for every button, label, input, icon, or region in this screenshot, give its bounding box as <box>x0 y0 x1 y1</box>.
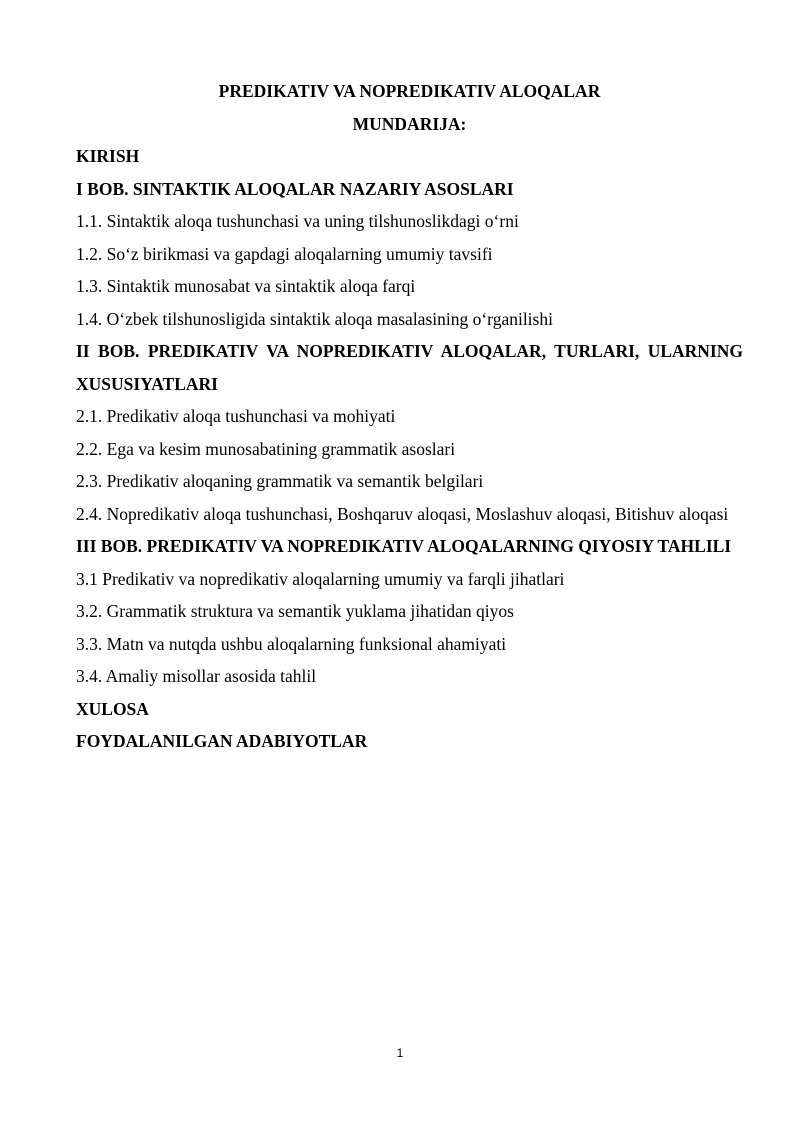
toc-entry-section-1-1: 1.1. Sintaktik aloqa tushunchasi va uning tilshunoslikdagi o‘rni <box>76 211 519 231</box>
toc-entry-section-2-3: 2.3. Predikativ aloqaning grammatik va semantik belgilari <box>76 471 484 491</box>
toc-entry-chapter-1: I BOB. SINTAKTIK ALOQALAR NAZARIY ASOSLARI <box>76 178 514 199</box>
toc-entry-section-3-4: 3.4. Amaliy misollar asosida tahlil <box>76 666 317 686</box>
toc-entry-section-1-3: 1.3. Sintaktik munosabat va sintaktik aloqa farqi <box>76 276 416 296</box>
toc-entry-references: FOYDALANILGAN ADABIYOTLAR <box>76 731 368 751</box>
toc-entry-section-3-2: 3.2. Grammatik struktura va semantik yuklama jihatidan qiyos <box>76 601 514 621</box>
toc-entry-chapter-3: III BOB. PREDIKATIV VA NOPREDIKATIV ALOQALARNING QIYOSIY TAHLILI <box>76 536 732 556</box>
toc-entry-introduction: KIRISH <box>76 146 140 166</box>
toc-entry-section-1-4: 1.4. O‘zbek tilshunosligida sintaktik aloqa masalasining o‘rganilishi <box>76 308 553 329</box>
page-number: 1 <box>396 1046 404 1060</box>
document-title: PREDIKATIV VA NOPREDIKATIV ALOQALAR <box>218 81 601 101</box>
toc-entry-section-1-2: 1.2. So‘z birikmasi va gapdagi aloqalarning umumiy tavsifi <box>76 243 493 264</box>
toc-entry-conclusion: XULOSA <box>76 698 149 719</box>
toc-entry-chapter-2: II BOB. PREDIKATIV VA NOPREDIKATIV ALOQALAR, TURLARI, ULARNING XUSUSIYATLARI <box>76 341 743 394</box>
toc-heading: MUNDARIJA: <box>352 113 467 134</box>
toc-entry-section-2-2: 2.2. Ega va kesim munosabatining grammatik asoslari <box>76 438 456 459</box>
toc-entry-section-3-3: 3.3. Matn va nutqda ushbu aloqalarning funksional ahamiyati <box>76 633 507 654</box>
toc-entry-section-2-4: 2.4. Nopredikativ aloqa tushunchasi, Boshqaruv aloqasi, Moslashuv aloqasi, Bitishuv aloqasi <box>76 503 729 524</box>
toc-entry-section-3-1: 3.1 Predikativ va nopredikativ aloqalarning umumiy va farqli jihatlari <box>76 568 565 589</box>
table-of-contents <box>76 140 743 758</box>
toc-entry-section-2-1: 2.1. Predikativ aloqa tushunchasi va mohiyati <box>76 406 396 426</box>
